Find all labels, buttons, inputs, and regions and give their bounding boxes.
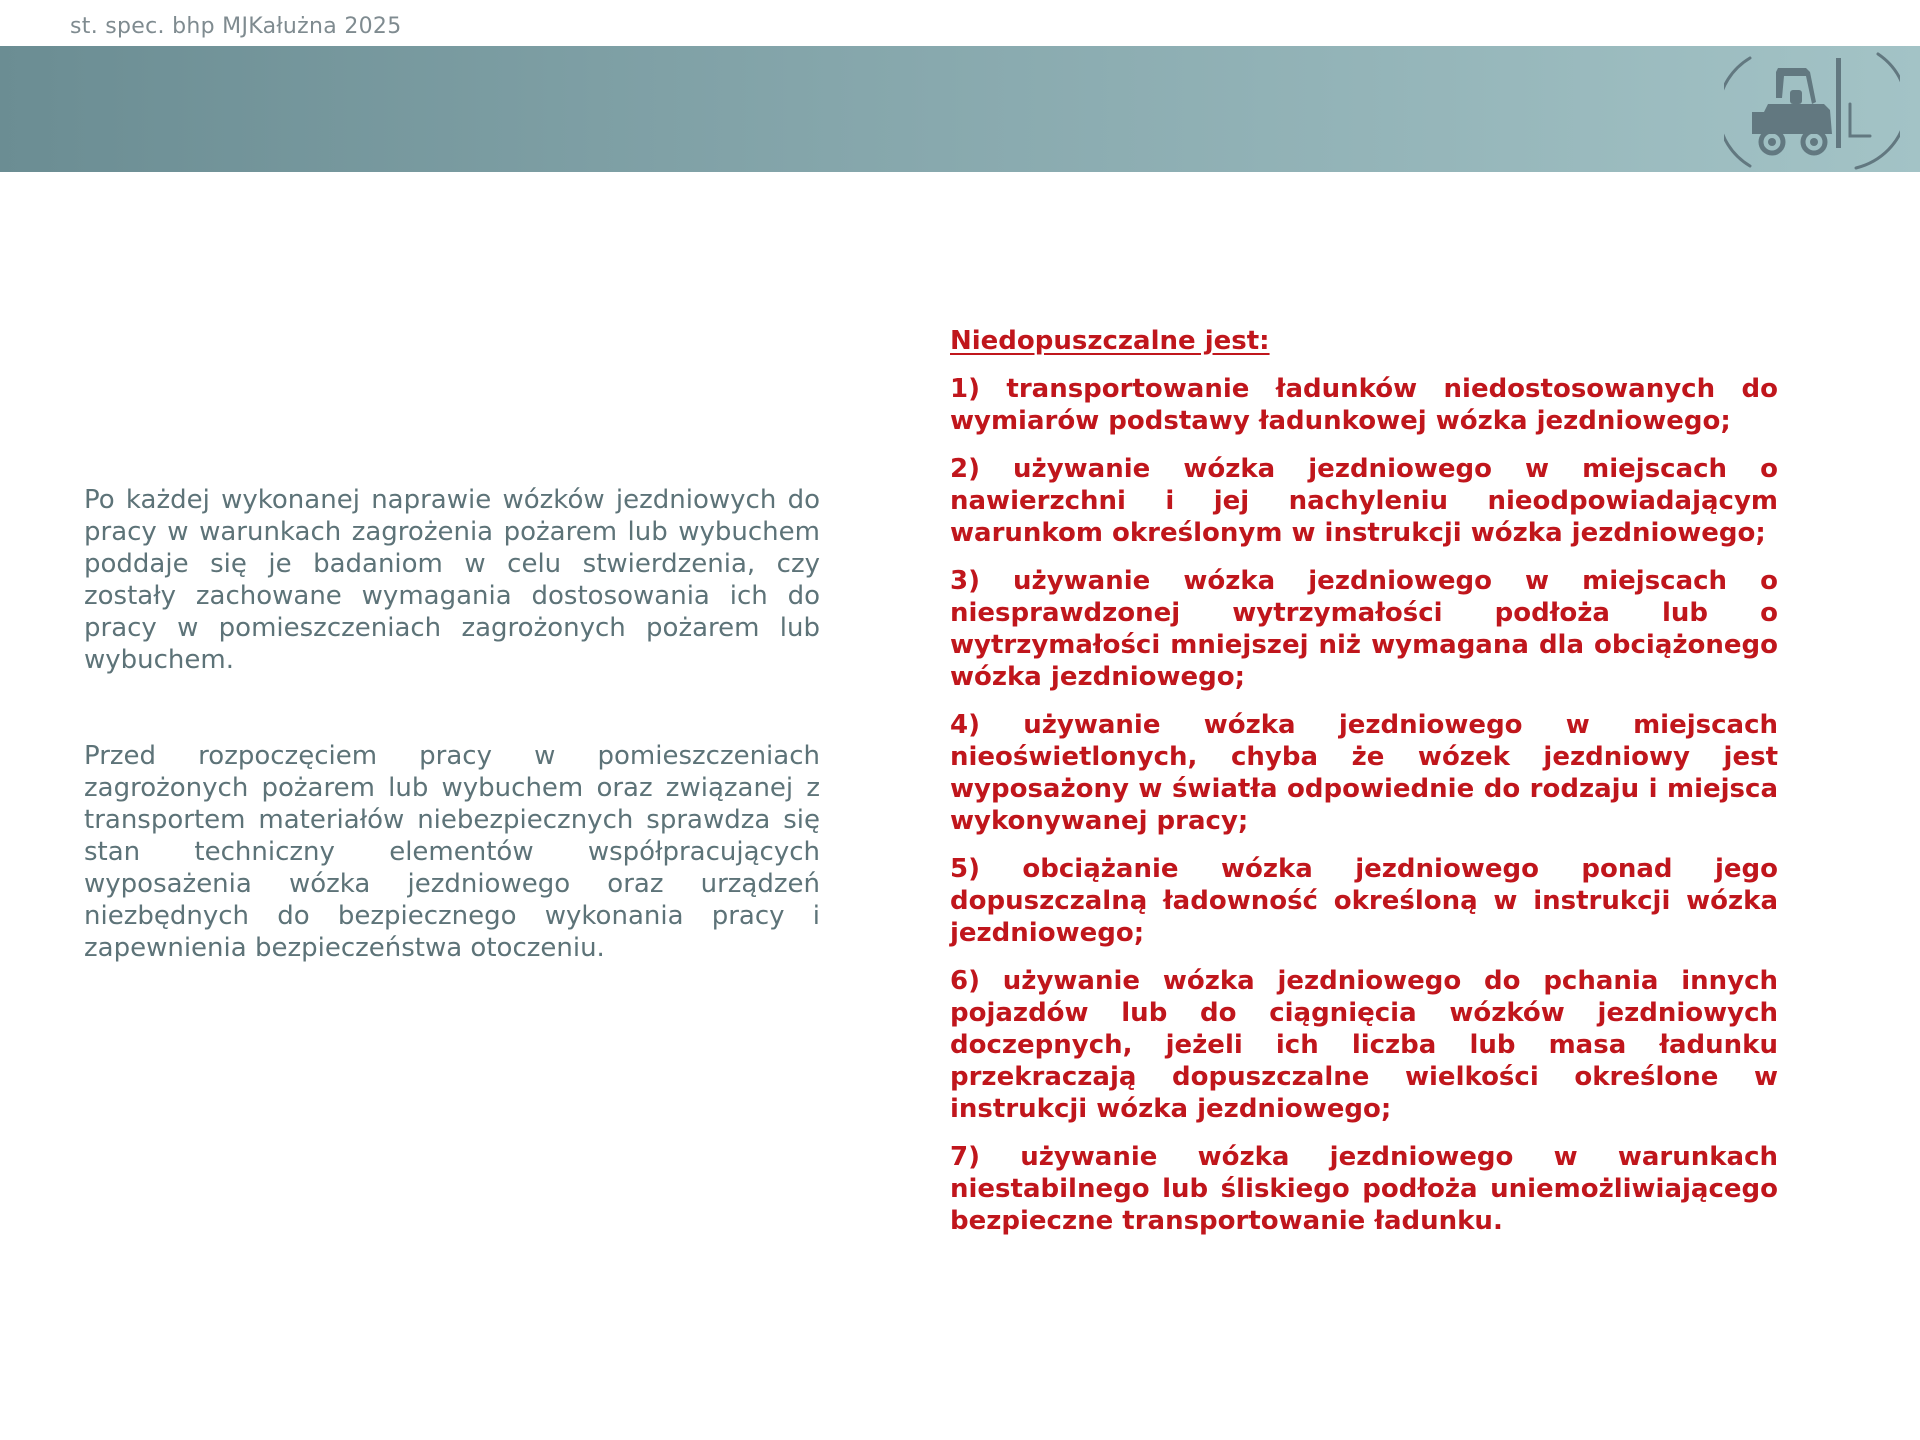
list-item: 5) obciążanie wózka jezdniowego ponad jego dopuszczalną ładowność określoną w instrukcji wózka jezdniowego; <box>950 854 1778 948</box>
author-line: st. spec. bhp MJKałużna 2025 <box>70 14 402 39</box>
pre-work-check-paragraph: Przed rozpoczęciem pracy w pomieszczeniach zagrożonych pożarem lub wybuchem oraz związanej z transportem materiałów niebezpiecznych sprawdza się stan techniczny elementów współpracujących wyposażenia wózka jezdniowego oraz urządzeń niezbędnych do bezpiecznego wykonania pracy i zapewnienia bezpieczeństwa otoczeniu. <box>84 741 820 963</box>
list-item: 7) używanie wózka jezdniowego w warunkach niestabilnego lub śliskiego podłoża uniemożliwiającego bezpieczne transportowanie ładunku. <box>950 1142 1778 1236</box>
list-item: 1) transportowanie ładunków niedostosowanych do wymiarów podstawy ładunkowej wózka jezdniowego; <box>950 374 1778 436</box>
left-column <box>84 484 820 964</box>
list-item: 2) używanie wózka jezdniowego w miejscach o nawierzchni i jej nachyleniu nieodpowiadającym warunkom określonym w instrukcji wózka jezdniowego; <box>950 454 1778 548</box>
header-banner <box>0 46 1920 172</box>
list-item: 3) używanie wózka jezdniowego w miejscach o niesprawdzonej wytrzymałości podłoża lub o wytrzymałości mniejszej niż wymagana dla obciążonego wózka jezdniowego; <box>950 566 1778 692</box>
list-item: 4) używanie wózka jezdniowego w miejscach nieoświetlonych, chyba że wózek jezdniowy jest wyposażony w światła odpowiednie do rodzaju i miejsca wykonywanej pracy; <box>950 710 1778 836</box>
forklift-icon <box>1724 48 1900 176</box>
prohibitions-heading: Niedopuszczalne jest: <box>950 326 1270 356</box>
repair-test-paragraph: Po każdej wykonanej naprawie wózków jezdniowych do pracy w warunkach zagrożenia pożarem lub wybuchem poddaje się je badaniom w celu stwierdzenia, czy zostały zachowane wymagania dostosowania ich do pracy w pomieszczeniach zagrożonych pożarem lub wybuchem. <box>84 485 820 675</box>
list-item: 6) używanie wózka jezdniowego do pchania innych pojazdów lub do ciągnięcia wózków jezdniowych doczepnych, jeżeli ich liczba lub masa ładunku przekraczają dopuszczalne wielkości określone w instrukcji wózka jezdniowego; <box>950 966 1778 1124</box>
prohibitions-section <box>950 325 1778 1253</box>
prohibitions-list <box>950 373 1778 1237</box>
